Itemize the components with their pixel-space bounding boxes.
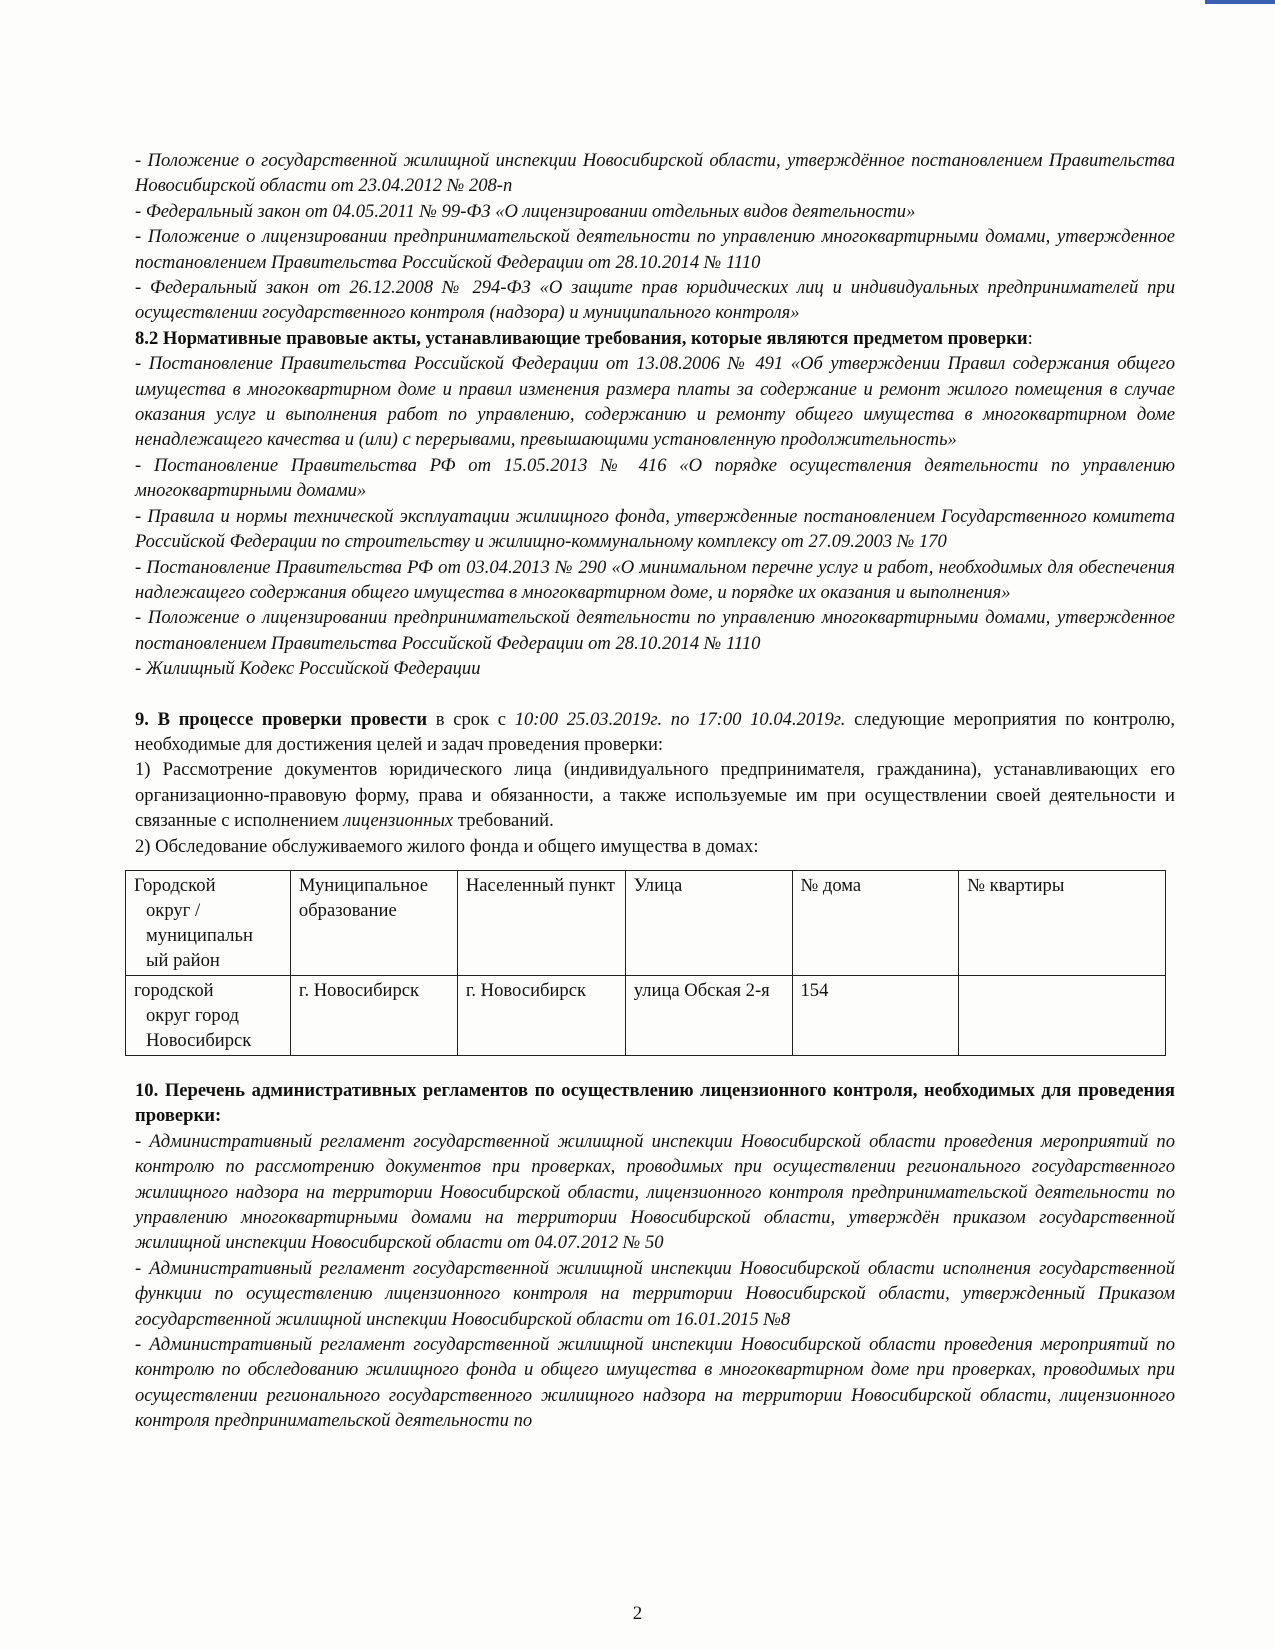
list-item: - Положение о государственной жилищной инспекции Новосибирской области, утверждённое постановлением Правительства Новосибирской области от 23.04.2012 № 208-п: [135, 150, 1175, 197]
item-1-text-a: 1) Рассмотрение документов юридического лица (индивидуального предпринимателя, гражданина), устанавливающих его организационно-правовую форму, права и обязанности, а также используемые им при осуществлении своей деятельности и связанные с исполнением: [135, 759, 1175, 832]
list-item: - Административный регламент государственной жилищной инспекции Новосибирской области проведения мероприятий по контролю по обследованию жилищного фонда и общего имущества в многоквартирном доме при проверках, проводимых при осуществлении регионального государственного жилищного надзора на территории Новосибирской области, лицензионного контроля предпринимательской деятельности по: [135, 1334, 1175, 1432]
inspection-objects-table: [125, 870, 1166, 1056]
list-item: - Правила и нормы технической эксплуатации жилищного фонда, утвержденные постановлением Государственного комитета Российской Федерации по строительству и жилищно-коммунальному комплексу от 27.09.2003 № 170: [135, 505, 1175, 553]
cell-house: 154: [792, 975, 959, 1055]
cell-municipality: г. Новосибирск: [290, 975, 457, 1055]
cell-district-line: городской: [134, 979, 214, 1001]
header-district-line: округ /: [146, 899, 201, 921]
page-number: 2: [632, 1603, 643, 1624]
list-item: - Жилищный Кодекс Российской Федерации: [135, 658, 481, 680]
header-apartment: № квартиры: [959, 870, 1166, 975]
list-item: - Федеральный закон от 04.05.2011 № 99-ФЗ «О лицензировании отдельных видов деятельности»: [135, 200, 916, 222]
list-item: - Положение о лицензировании предпринимательской деятельности по управлению многоквартирными домами, утвержденное постановлением Правительства Российской Федерации от 28.10.2014 № 1110: [135, 226, 1175, 273]
list-item: - Положение о лицензировании предпринимательской деятельности по управлению многоквартирными домами, утвержденное постановлением Правительства Российской Федерации от 28.10.2014 № 1110: [135, 607, 1175, 654]
list-item: - Постановление Правительства РФ от 03.04.2013 № 290 «О минимальном перечне услуг и работ, необходимых для обеспечения надлежащего содержания общего имущества в многоквартирном доме, и порядке их оказания и выполнения»: [135, 556, 1175, 603]
section-10-list: [135, 1129, 1175, 1434]
header-street: Улица: [625, 870, 792, 975]
item-1-text-b: требований.: [453, 810, 554, 832]
section-8-2-list: [135, 351, 1175, 681]
section-9-text-1: в срок с: [427, 708, 515, 730]
spacer: [135, 1056, 1175, 1078]
cell-district-line: Новосибирск: [146, 1029, 252, 1051]
section-8-2-heading: [135, 326, 1175, 351]
header-district-line: ый район: [146, 949, 220, 971]
scan-edge-mark: [1205, 0, 1275, 4]
list-item: - Федеральный закон от 26.12.2008 № 294-ФЗ «О защите прав юридических лиц и индивидуальных предпринимателей при осуществлении государственного контроля (надзора) и муниципального контроля»: [135, 277, 1175, 324]
section-9-lead: 9. В процессе проверки провести: [135, 708, 428, 730]
list-item: - Постановление Правительства Российской Федерации от 13.08.2006 № 491 «Об утверждении Правил содержания общего имущества в многоквартирном доме и правил изменения размера платы за содержание и ремонт жилого помещения в случае оказания услуг и выполнения работ по управлению, содержанию и ремонту общего имущества в многоквартирном доме ненадлежащего качества и (или) с перерывами, превышающими установленную продолжительность»: [135, 353, 1175, 451]
section-9-intro: [135, 707, 1175, 758]
heading-colon: :: [1027, 327, 1033, 349]
cell-settlement: г. Новосибирск: [457, 975, 625, 1055]
section-9-item-1: [135, 757, 1175, 833]
header-municipality: Муниципальное образование: [290, 870, 457, 975]
section-9-item-2: 2) Обследование обслуживаемого жилого фонда и общего имущества в домах:: [135, 835, 759, 857]
list-item: - Административный регламент государственной жилищной инспекции Новосибирской области исполнения государственной функции по осуществлению лицензионного контроля на территории Новосибирской области, утвержденный Приказом государственной жилищной инспекции Новосибирской области от 16.01.2015 №8: [135, 1257, 1175, 1330]
section-9-text-2: следующие мероприятия по контролю, необходимые для достижения целей и задач проведения проверки:: [135, 708, 1175, 755]
spacer: [135, 682, 1175, 707]
header-district-line: Городской: [134, 874, 216, 896]
cell-district-line: округ город: [146, 1004, 239, 1026]
table-header-row: [126, 870, 1166, 975]
inspection-period: 10:00 25.03.2019г. по 17:00 10.04.2019г.: [514, 708, 846, 730]
list-item: - Постановление Правительства РФ от 15.05.2013 № 416 «О порядке осуществления деятельности по управлению многоквартирными домами»: [135, 454, 1175, 502]
cell-district: [126, 975, 291, 1055]
item-1-italic: лицензионных: [343, 810, 454, 832]
document-page: [135, 148, 1175, 1434]
header-house: № дома: [792, 870, 959, 975]
list-item: - Административный регламент государственной жилищной инспекции Новосибирской области проведения мероприятий по контролю по рассмотрению документов при проверках, проводимых при осуществлении регионального государственного жилищного надзора на территории Новосибирской области, лицензионного контроля предпринимательской деятельности по управлению многоквартирными домами на территории Новосибирской области, утверждён приказом государственной жилищной инспекции Новосибирской области от 04.07.2012 № 50: [135, 1130, 1175, 1254]
section-10-heading: 10. Перечень административных регламентов по осуществлению лицензионного контроля, необходимых для проведения проверки:: [135, 1079, 1175, 1127]
header-district-line: муниципальн: [146, 924, 253, 946]
cell-street: улица Обская 2-я: [625, 975, 792, 1055]
table-row: [126, 975, 1166, 1055]
section-8-1-list: [135, 148, 1175, 326]
section-8-2-heading-text: 8.2 Нормативные правовые акты, устанавливающие требования, которые являются предметом проверки: [135, 327, 1028, 349]
header-district: [126, 870, 291, 975]
header-settlement: Населенный пункт: [457, 870, 625, 975]
cell-apartment: [959, 975, 1166, 1055]
